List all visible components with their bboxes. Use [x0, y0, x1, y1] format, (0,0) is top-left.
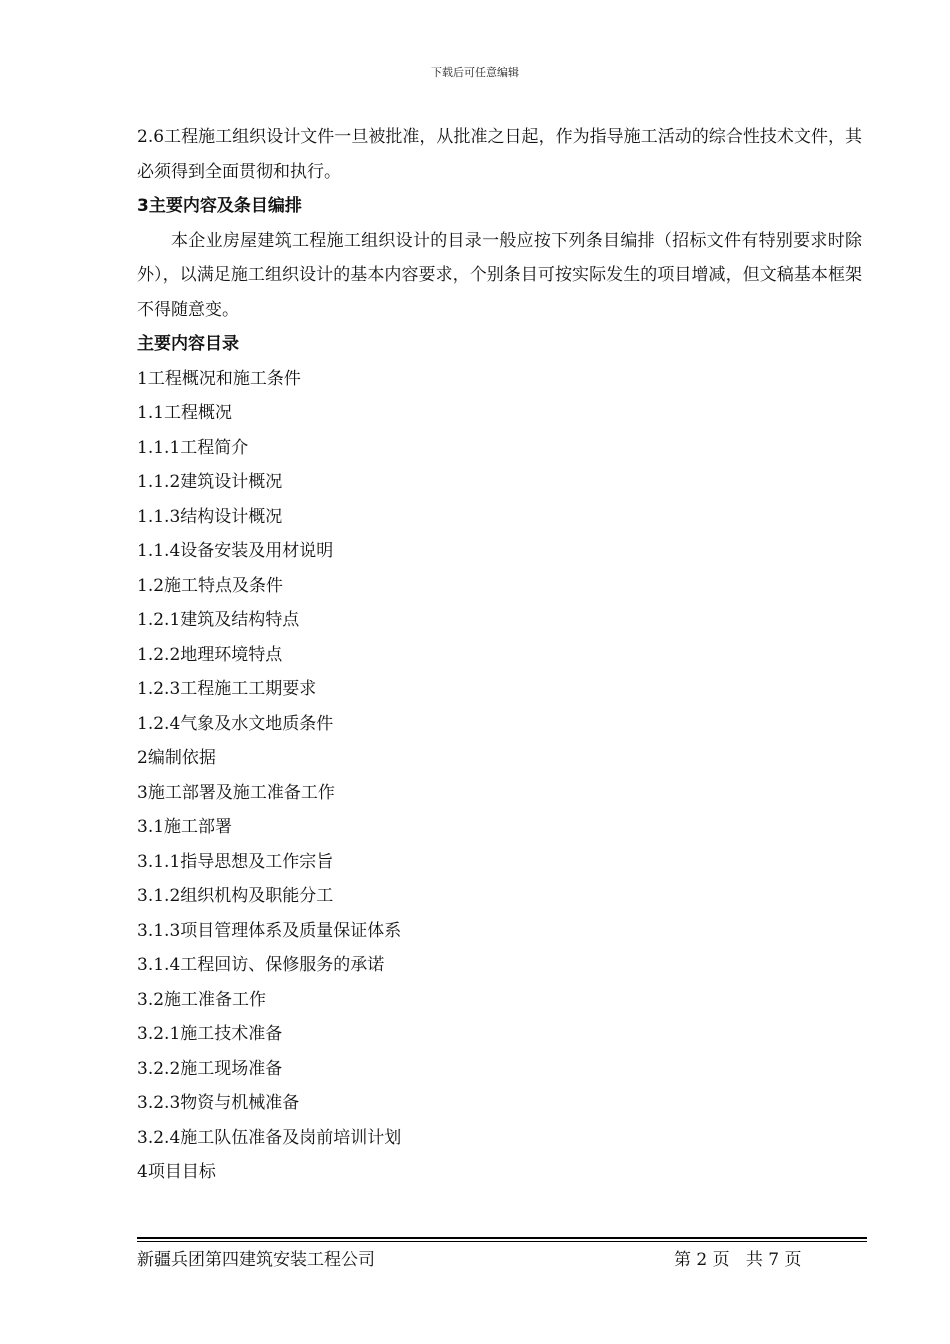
section-3-body: 本企业房屋建筑工程施工组织设计的目录一般应按下列条目编排（招标文件有特别要求时除外），以满足施工组织设计的基本内容要求，个别条目可按实际发生的项目增减，但文稿基本框架不得随意变。	[137, 230, 862, 320]
toc-item: 3.2.4施工队伍准备及岗前培训计划	[137, 1127, 402, 1148]
toc-item: 1.1.3结构设计概况	[137, 506, 283, 527]
toc-item: 3.1.3项目管理体系及质量保证体系	[137, 920, 402, 941]
toc-heading: 主要内容目录	[137, 334, 239, 354]
toc-item: 3.2施工准备工作	[137, 989, 267, 1010]
toc-item: 1.1.2建筑设计概况	[137, 472, 283, 492]
paragraph-2-6: 2.6工程施工组织设计文件一旦被批准，从批准之日起，作为指导施工活动的综合性技术文件，其必须得到全面贯彻和执行。	[137, 127, 862, 182]
footer-rule	[137, 1237, 867, 1239]
toc-item: 3.1施工部署	[137, 817, 233, 837]
toc-item: 1.2.2地理环境特点	[137, 644, 283, 665]
footer-rule-thin	[137, 1241, 867, 1242]
toc-item: 2编制依据	[137, 748, 216, 768]
toc-item: 1.1.1工程简介	[137, 437, 249, 458]
toc-item: 3.2.2施工现场准备	[137, 1058, 283, 1079]
section-3-heading: 3主要内容及条目编排	[137, 196, 302, 216]
toc-item: 4项目目标	[137, 1162, 216, 1182]
page-footer	[137, 1245, 867, 1269]
header-note: 下载后可任意编辑	[431, 66, 519, 79]
toc-item: 1.1.4设备安装及用材说明	[137, 541, 334, 561]
toc-item: 1.2.1建筑及结构特点	[137, 610, 300, 630]
toc-item: 1.2.4气象及水文地质条件	[137, 713, 334, 734]
footer-page-info: 第 2 页 共 7 页	[674, 1250, 802, 1270]
footer-company: 新疆兵团第四建筑安装工程公司	[137, 1250, 375, 1270]
toc-item: 1工程概况和施工条件	[137, 368, 301, 389]
toc-list	[137, 362, 862, 1190]
toc-item: 3.1.4工程回访、保修服务的承诺	[137, 955, 385, 975]
document-body	[137, 120, 862, 1190]
toc-item: 1.2施工特点及条件	[137, 575, 284, 596]
toc-item: 1.1工程概况	[137, 403, 233, 423]
toc-item: 3.1.1指导思想及工作宗旨	[137, 851, 334, 872]
toc-item: 3施工部署及施工准备工作	[137, 782, 335, 803]
toc-item: 3.2.1施工技术准备	[137, 1024, 283, 1044]
toc-item: 3.1.2组织机构及职能分工	[137, 886, 334, 906]
toc-item: 1.2.3工程施工工期要求	[137, 679, 317, 699]
toc-item: 3.2.3物资与机械准备	[137, 1093, 300, 1113]
